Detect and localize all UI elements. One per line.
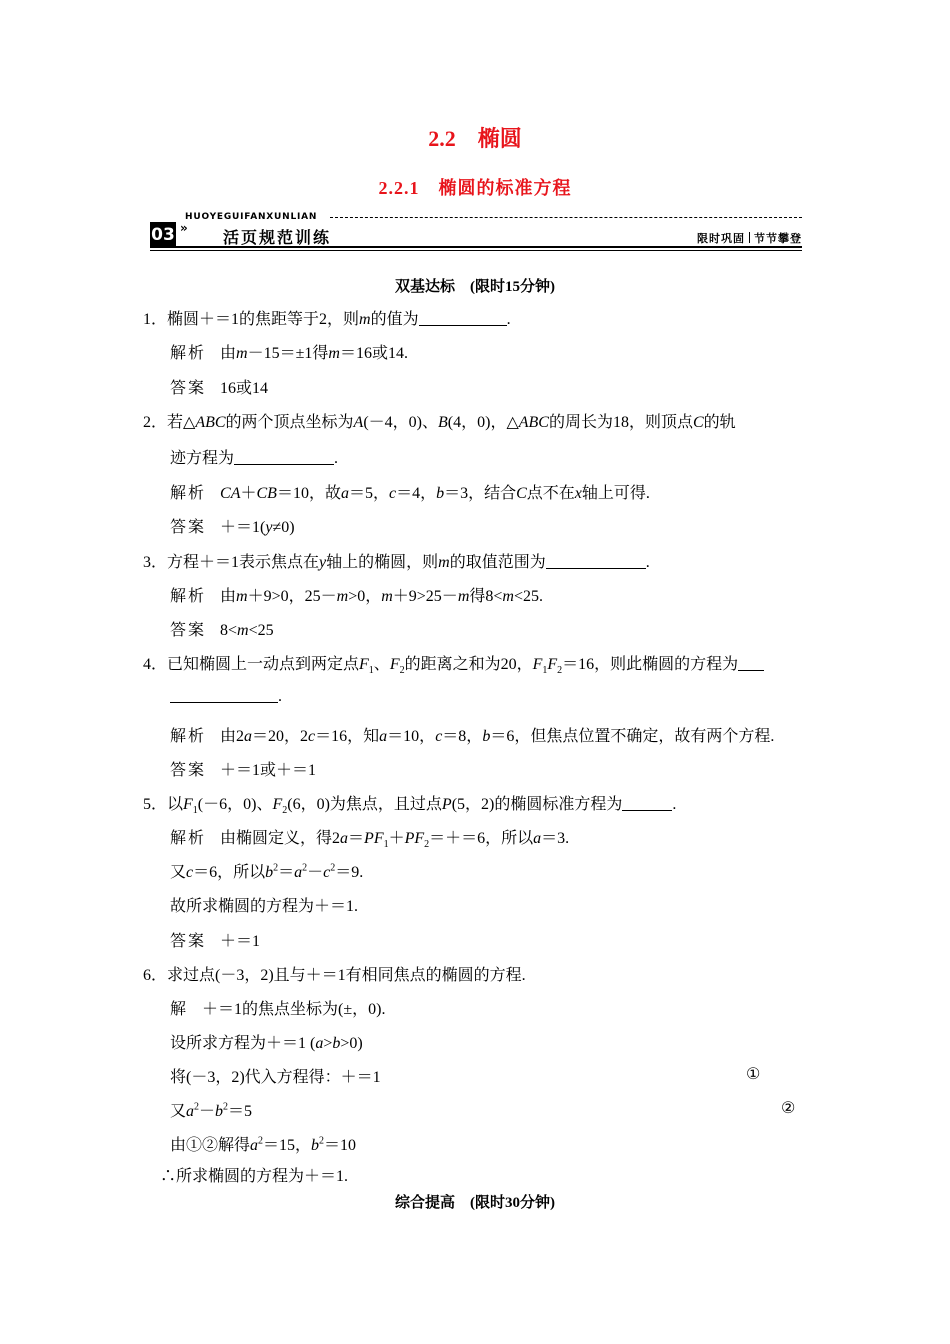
banner-title: 活页规范训练 [223, 228, 332, 247]
section-heading-basic: 双基达标 (限时15分钟) [395, 279, 555, 295]
equation-marker-1: ① [746, 1066, 761, 1083]
section-title: 2.2 椭圆 [428, 126, 522, 151]
banner-rule-thin [150, 250, 802, 251]
problem-6-step2: 将(－3，2)代入方程得：＋＝1 [170, 1069, 381, 1086]
problem-4: 4．已知椭圆上一动点到两定点$F_1$、$F_2$的距离之和为20，$F_1F_2=16$，则此椭圆的方程为 [143, 651, 764, 676]
subsection-title: 2.2.1 椭圆的标准方程 [378, 178, 572, 198]
problem-4-answer: 答案 ＋＝1或＋＝1 [170, 762, 317, 779]
double-chevron-icon: » [180, 221, 188, 235]
practice-banner [150, 212, 802, 252]
banner-rule-thick [150, 246, 802, 248]
problem-3-analysis: 解析 由m＋9>0，25－m>0，m＋9>25－m得8<m<25. [170, 588, 543, 605]
problem-2: 2．若△ABC的两个顶点坐标为A(－4，0)、B(4，0)，△ABC的周长为18，则顶点C的轨 [143, 414, 736, 431]
banner-tag-left: 限时巩固 [697, 232, 745, 245]
banner-number: 03 [150, 222, 176, 248]
problem-6: 6．求过点(－3，2)且与＋＝1有相同焦点的椭圆的方程. [143, 967, 526, 984]
problem-4-cont: . [170, 688, 282, 706]
problem-5-step2: 又c＝6，所以$b^2=a^2-c^2=9$. [170, 862, 364, 881]
banner-dashed-line [330, 217, 802, 218]
problem-1: 1．椭圆＋＝1的焦距等于2，则m的值为 . [143, 311, 511, 328]
problem-2-cont: 迹方程为 . [170, 450, 339, 467]
problem-5-step3: 故所求椭圆的方程为＋＝1. [170, 898, 359, 915]
problem-5-answer: 答案 ＋＝1 [170, 933, 261, 950]
problem-6-step4: 由①②解得$a^2=15$，$b^2=10$ [170, 1135, 357, 1154]
banner-pinyin: HUOYEGUIFANXUNLIAN [185, 212, 318, 222]
problem-3-answer: 答案 8<m<25 [170, 622, 274, 639]
section-heading-advanced: 综合提高 (限时30分钟) [395, 1195, 555, 1211]
banner-tag-right: 节节攀登 [754, 232, 802, 245]
problem-5-analysis: 解析 由椭圆定义，得$2a=PF_1+PF_2=+=6$，所以a＝3. [170, 830, 570, 851]
problem-6-step1: 设所求方程为＋＝1 (a>b>0) [170, 1035, 363, 1052]
banner-tag [697, 230, 802, 246]
problem-5: 5．以$F_1(-6$，0)、$F_2(6$，0)为焦点，且过点P(5，2)的椭圆标准方程为 . [143, 796, 677, 817]
problem-2-answer: 答案 ＋＝1(y≠0) [170, 519, 295, 536]
problem-3: 3．方程＋＝1表示焦点在y轴上的椭圆，则m的取值范围为 . [143, 554, 650, 571]
problem-6-step3: 又$a^2-b^2=5$ [170, 1101, 253, 1120]
problem-6-solution: 解 ＋＝1的焦点坐标为(±，0). [170, 1001, 386, 1018]
problem-1-analysis: 解析 由m－15＝±1得m＝16或14. [170, 345, 408, 362]
problem-1-answer: 答案 16或14 [170, 380, 269, 397]
banner-tag-divider [749, 232, 750, 243]
problem-2-analysis: 解析 CA＋CB＝10，故a＝5，c＝4，b＝3，结合C点不在x轴上可得. [170, 485, 650, 502]
problem-6-conclusion: ∴所求椭圆的方程为＋＝1. [160, 1168, 349, 1185]
equation-marker-2: ② [781, 1100, 796, 1117]
problem-4-analysis: 解析 由2a＝20，2c＝16，知a＝10，c＝8，b＝6，但焦点位置不确定，故有两个方程. [170, 728, 775, 745]
